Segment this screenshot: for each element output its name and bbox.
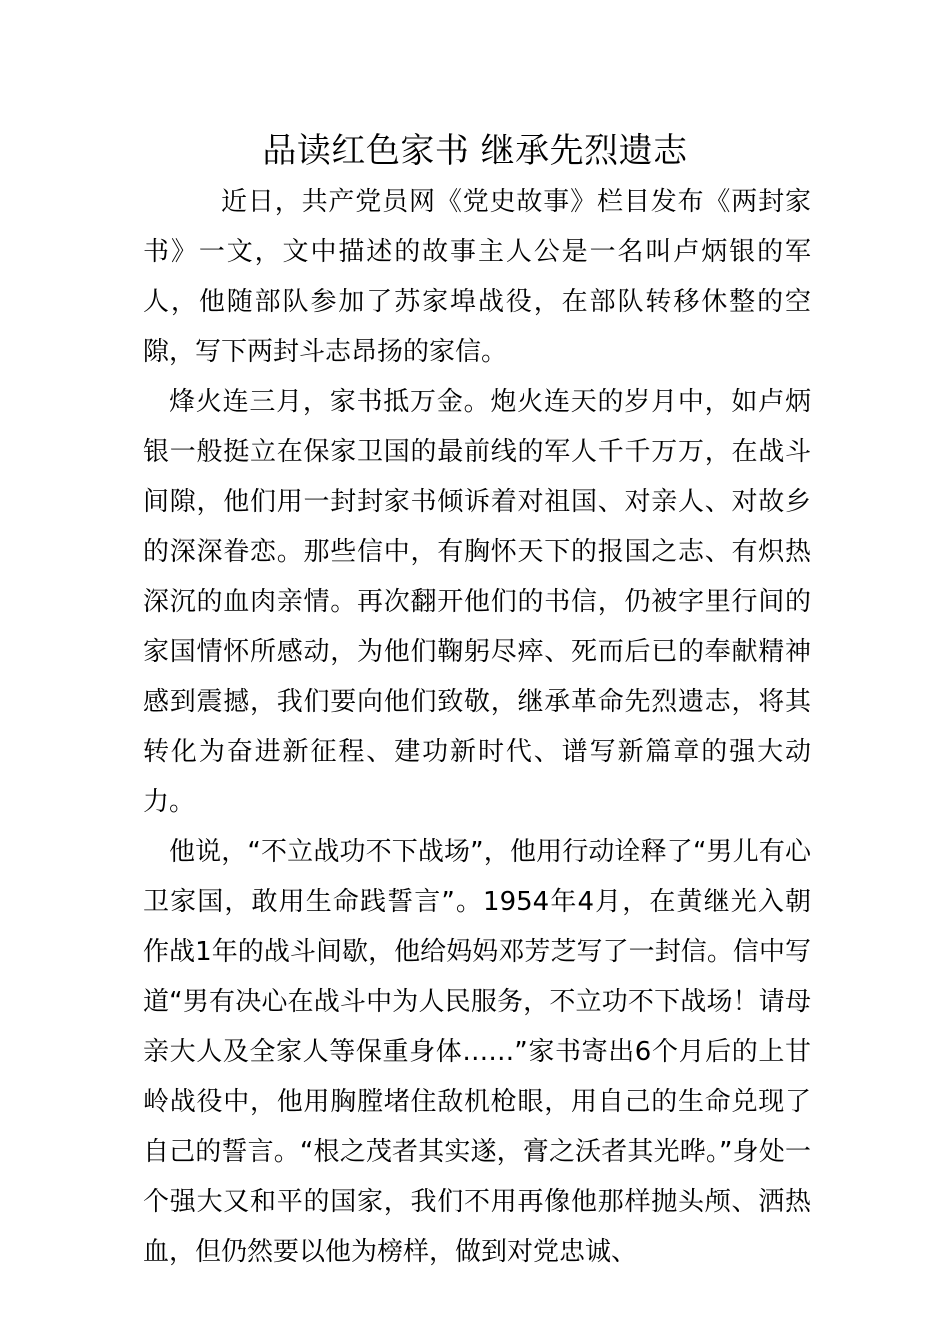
paragraph-3: 他说，“不立战功不下战场”，他用行动诠释了“男儿有心卫家国，敢用生命践誓言”。1954年4月，在黄继光入朝作战1年的战斗间歇，他给妈妈邓芳芝写了一封信。信中写道“男有决心在战斗中为人民服务，不立功不下战场！请母亲大人及全家人等保重身体……”家书寄出6个月后的上甘岭战役中，他用胸膛堵住敌机枪眼，用自己的生命兑现了自己的誓言。“根之茂者其实遂，膏之沃者其光晔。”身处一个强大又和平的国家，我们不用再像他那样抛头颅、洒热血，但仍然要以他为榜样，做到对党忠诚、 <box>143 837 811 1267</box>
paragraph-2: 烽火连三月，家书抵万金。炮火连天的岁月中，如卢炳银一般挺立在保家卫国的最前线的军人千千万万，在战斗间隙，他们用一封封家书倾诉着对祖国、对亲人、对故乡的深深眷恋。那些信中，有胸怀天下的报国之志、有炽热深沉的血肉亲情。再次翻开他们的书信，仍被字里行间的家国情怀所感动，为他们鞠躬尽瘁、死而后已的奉献精神感到震撼，我们要向他们致敬，继承革命先烈遗志，将其转化为奋进新征程、建功新时代、谱写新篇章的强大动力。 <box>143 387 811 817</box>
document-body <box>143 177 811 1277</box>
paragraph-1: 近日，共产党员网《党史故事》栏目发布《两封家书》一文，文中描述的故事主人公是一名叫卢炳银的军人，他随部队参加了苏家埠战役，在部队转移休整的空隙，写下两封斗志昂扬的家信。 <box>143 187 811 367</box>
document-title: 品读红色家书 继承先烈遗志 <box>262 131 688 171</box>
